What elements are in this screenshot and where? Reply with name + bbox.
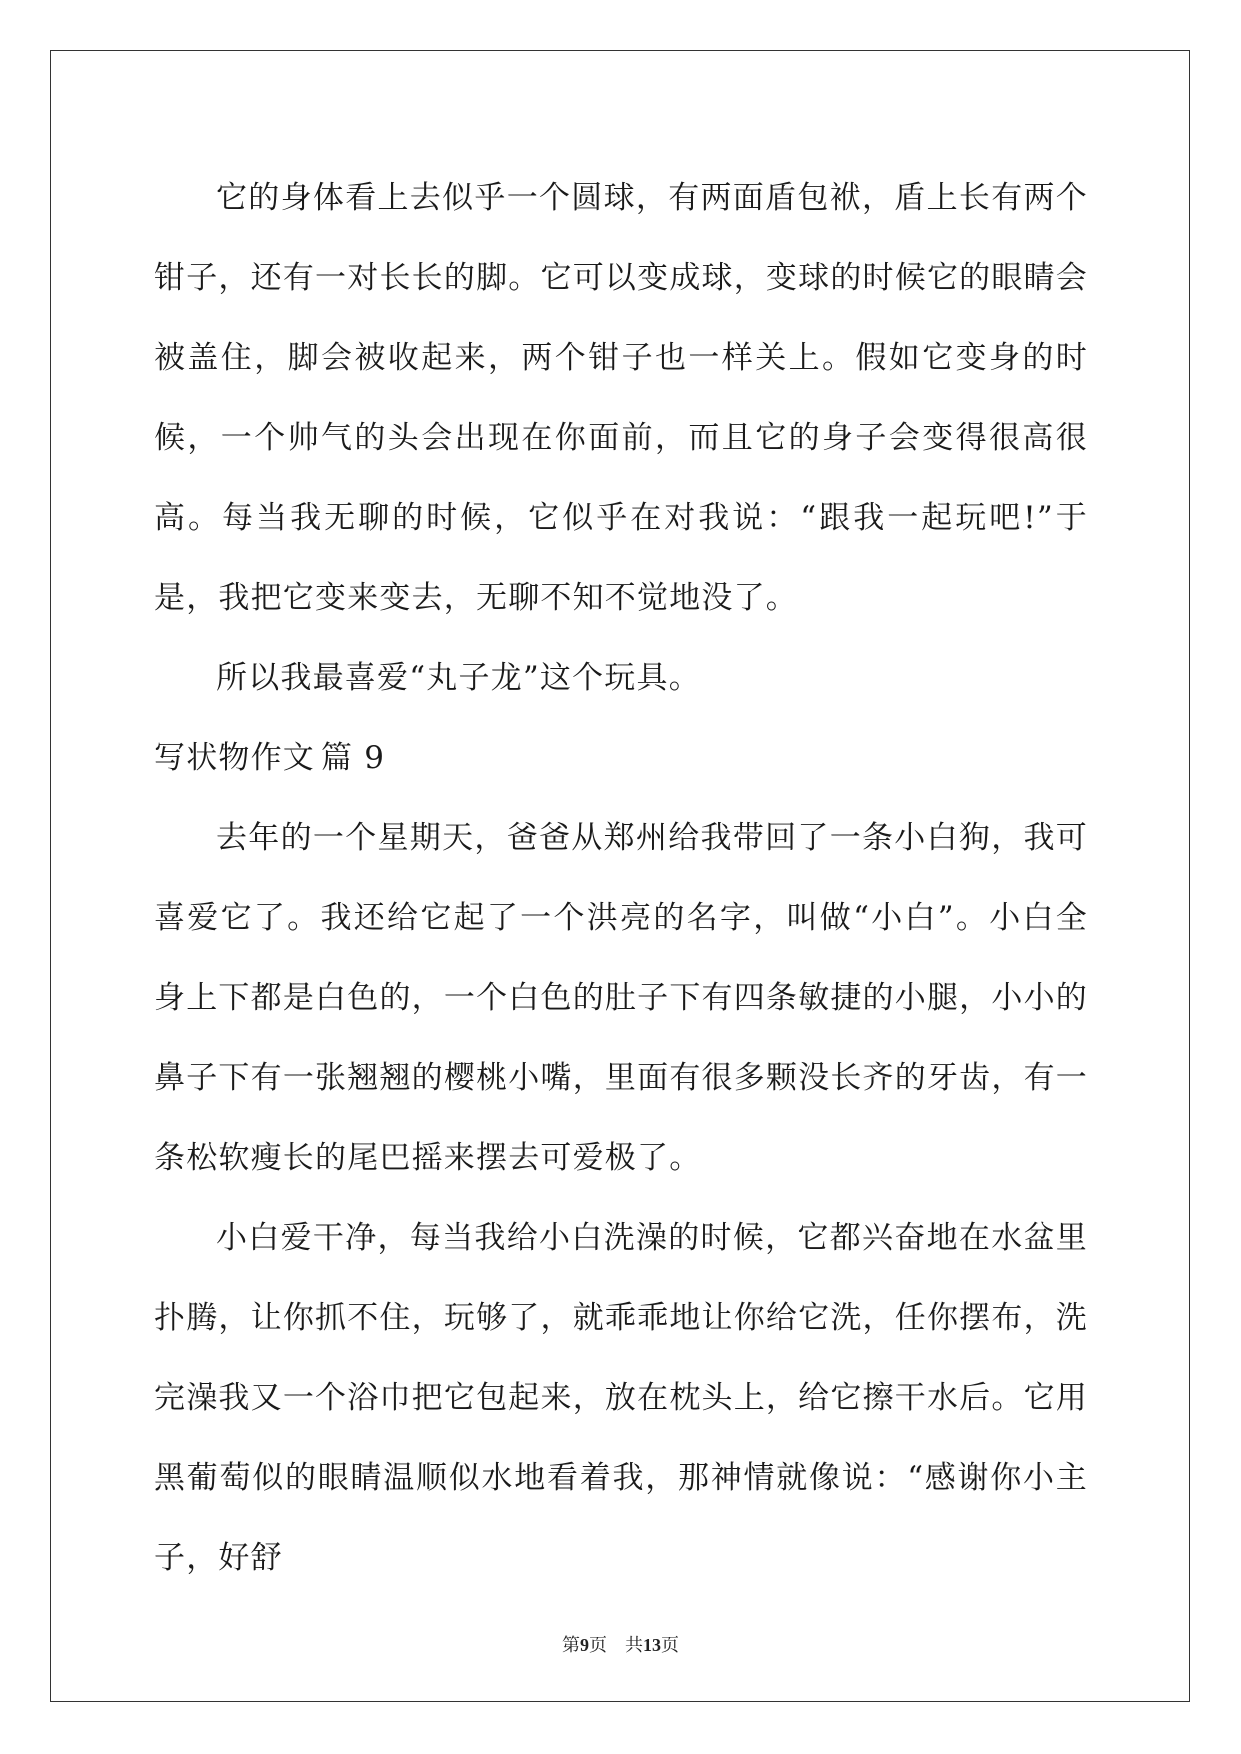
paragraph-robot-description: 它的身体看上去似乎一个圆球，有两面盾包袱，盾上长有两个钳子，还有一对长长的脚。它可以变成球，变球的时候它的眼睛会被盖住，脚会被收起来，两个钳子也一样关上。假如它变身的时候，一个帅气的头会出现在你面前，而且它的身子会变得很高很高。每当我无聊的时候，它似乎在对我说：“跟我一起玩吧!”于是，我把它变来变去，无聊不知不觉地没了。 (154, 180, 1088, 616)
footer-prefix: 第 (562, 1635, 580, 1656)
paragraph-dog-bath: 小白爱干净，每当我给小白洗澡的时候，它都兴奋地在水盆里扑腾，让你抓不住，玩够了，就乖乖地让你给它洗，任你摆布，洗完澡我又一个浴巾把它包起来，放在枕头上，给它擦干水后。它用黑葡萄似的眼睛温顺似水地看着我，那神情就像说：“感谢你小主子，好舒 (154, 1220, 1088, 1576)
section-heading-title: 写状物作文 (154, 740, 315, 776)
footer-page-suffix: 页 (589, 1635, 607, 1656)
paragraph-dog-intro: 去年的一个星期天，爸爸从郑州给我带回了一条小白狗，我可喜爱它了。我还给它起了一个洪亮的名字，叫做“小白”。小白全身上下都是白色的，一个白色的肚子下有四条敏捷的小腿，小小的鼻子下有一张翘翘的樱桃小嘴，里面有很多颗没长齐的牙齿，有一条松软瘦长的尾巴摇来摆去可爱极了。 (154, 820, 1088, 1176)
footer-total-prefix: 共 (625, 1635, 643, 1656)
document-body (154, 158, 1088, 1598)
section-heading-number: 篇 9 (321, 740, 386, 776)
footer-page-number: 9 (580, 1635, 589, 1655)
footer-total-suffix: 页 (661, 1635, 679, 1656)
page-footer (0, 1631, 1241, 1657)
section-heading (154, 718, 1088, 798)
paragraph-robot-conclusion: 所以我最喜爱“丸子龙”这个玩具。 (216, 660, 701, 696)
footer-total-pages: 13 (643, 1635, 661, 1655)
